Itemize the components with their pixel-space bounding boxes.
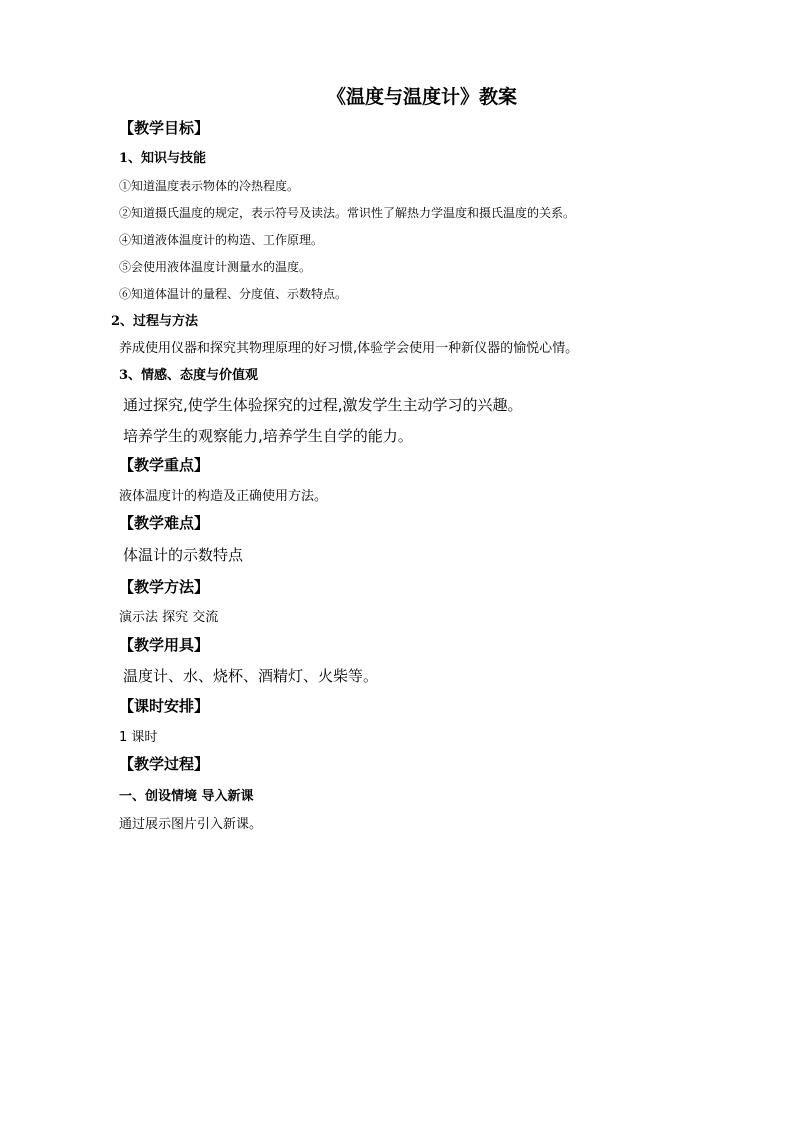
section-heading-procedure: 【教学过程】 [119, 755, 210, 773]
subheading-process-methods: 2、过程与方法 [111, 314, 199, 329]
document-title: 《温度与温度计》教案 [326, 86, 517, 108]
objective-item-2: ②知道摄氏温度的规定，表示符号及读法。常识性了解热力学温度和摄氏温度的关系。 [119, 206, 576, 220]
procedure-step1-text: 通过展示图片引入新课。 [119, 817, 263, 832]
section-heading-difficulties: 【教学难点】 [119, 514, 210, 532]
procedure-step1-heading: 一、创设情境 导入新课 [119, 789, 254, 804]
section-heading-schedule: 【课时安排】 [119, 697, 210, 715]
process-methods-text: 养成使用仪器和探究其物理原理的好习惯,体验学会使用一种新仪器的愉悦心情。 [119, 341, 579, 356]
tools-text: 温度计、水、烧杯、酒精灯、火柴等。 [123, 667, 379, 685]
subheading-emotion-values: 3、情感、态度与价值观 [119, 368, 259, 383]
emotion-item-1: 通过探究,使学生体验探究的过程,激发学生主动学习的兴趣。 [123, 396, 523, 414]
key-points-text: 液体温度计的构造及正确使用方法。 [119, 489, 328, 504]
section-heading-objectives: 【教学目标】 [119, 119, 210, 137]
difficulties-text: 体温计的示数特点 [123, 546, 244, 564]
objective-item-4: ④知道液体温度计的构造、工作原理。 [119, 233, 324, 247]
section-heading-key-points: 【教学重点】 [119, 456, 210, 474]
objective-item-5: ⑤会使用液体温度计测量水的温度。 [119, 260, 312, 274]
objective-item-6: ⑥知道体温计的量程、分度值、示数特点。 [119, 287, 348, 301]
subheading-knowledge-skills: 1、知识与技能 [119, 151, 207, 166]
section-heading-tools: 【教学用具】 [119, 636, 210, 654]
methods-text: 演示法 探究 交流 [119, 610, 219, 625]
emotion-item-2: 培养学生的观察能力,培养学生自学的能力。 [123, 427, 413, 445]
schedule-text: 1 课时 [119, 730, 158, 745]
section-heading-methods: 【教学方法】 [119, 578, 210, 596]
objective-item-1: ①知道温度表示物体的冷热程度。 [119, 179, 300, 193]
